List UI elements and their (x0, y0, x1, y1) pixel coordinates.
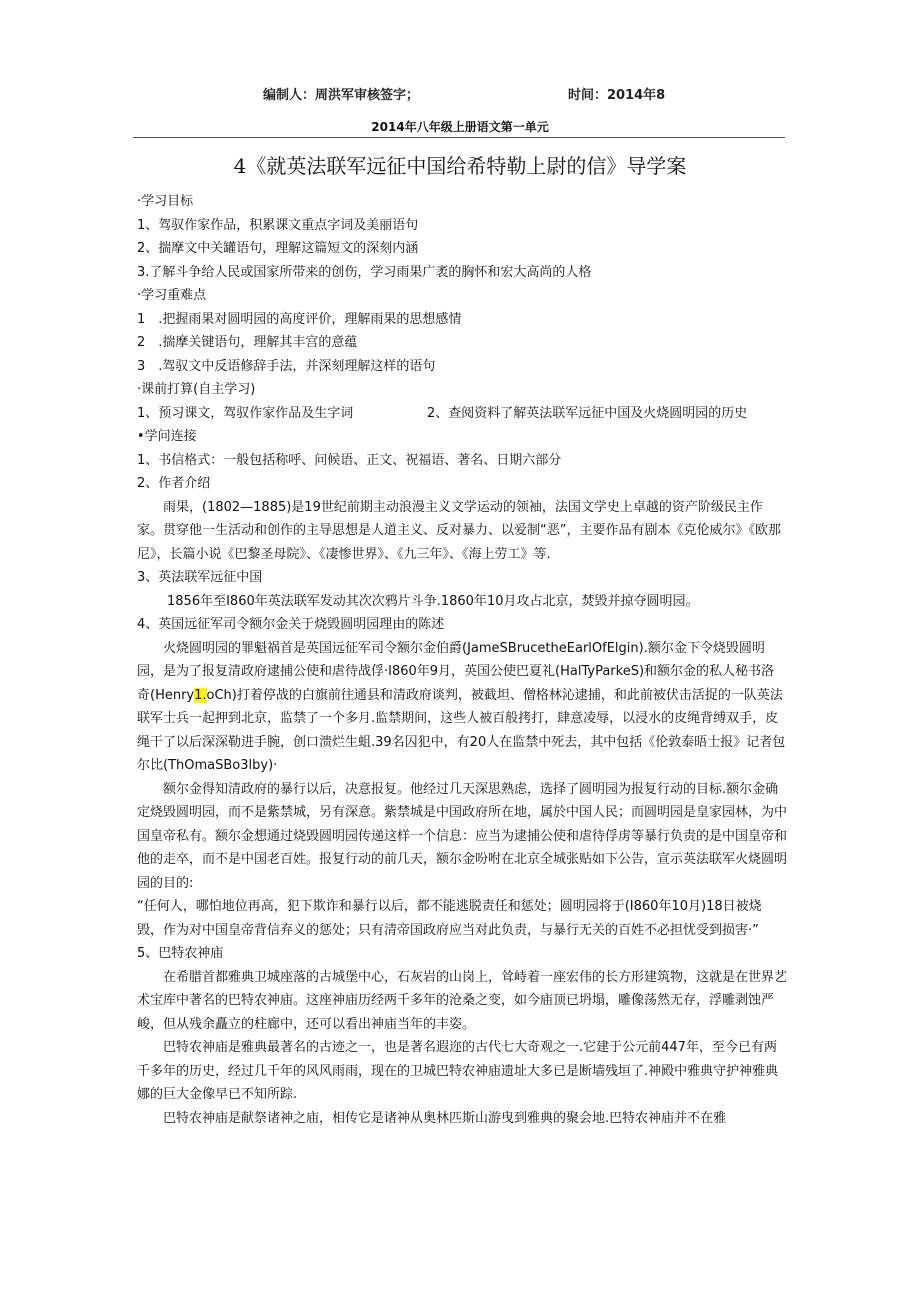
goal-item: 1、驾驭作家作品，积累课文重点字词及美丽语句 (137, 217, 419, 233)
page-title: 4《就英法联军远征中国给希特勒上尉的信》导学案 (233, 154, 687, 178)
preparation-row (137, 402, 787, 426)
header-date: 时间：2014年8 (568, 88, 666, 103)
parthenon-paragraph: 巴特农神庙是雅典最著名的古迹之一，也是著名遐迩的古代七大奇观之一.它建于公元前447年，至今已有两千多年的历史，经过几千年的风风雨雨，现在的卫城巴特农神庙遗址大多已是断墙残垣了.神殿中雅典守护神雅典娜的巨大金像早已不知所踪. (137, 1040, 779, 1102)
key-point-item: 3 .驾驭文中反语修辞手法，并深刻理解这样的语句 (137, 358, 436, 374)
highlighted-text: 1. (194, 687, 207, 703)
knowledge-item: 2、作者介绍 (137, 476, 211, 491)
section-heading-knowledge: •学问连接 (137, 429, 197, 444)
document-body (137, 190, 787, 1130)
parthenon-paragraph: 在希腊首都雅典卫城座落的古城堡中心，石灰岩的山岗上，耸峙着一座宏伟的长方形建筑物，这就是在世界艺术宝库中著名的巴特农神庙。这座神庙历经两千多年的沧桑之变，如今庙顶已坍塌，雕像荡然无存，浮雕剥蚀严峻，但从残余矗立的柱廊中，还可以看出神庙当年的丰姿。 (137, 969, 788, 1032)
elgin-paragraph (137, 637, 787, 778)
goal-item: 3.了解斗争给人民或国家所带来的创伤，学习雨果广袤的胸怀和宏大高尚的人格 (137, 264, 592, 280)
author-paragraph: 雨果，(1802—1885)是19世纪前期主动浪漫主义文学运动的领袖，法国文学史上卓越的资产阶级民主作家。贯穿他一生活动和创作的主导思想是人道主义、反对暴力、以爱制“恶”，主要作品有剧本《克伦威尔》《欧那尼》，长篇小说《巴黎圣母院》、《凄惨世界》、《九三年》、《海上劳工》等. (137, 499, 781, 562)
preparation-item: 2、查阅资料了解英法联军远征中国及火烧圆明园的历史 (427, 405, 748, 421)
preparation-item: 1、预习课文，驾驭作家作品及生字词 (137, 405, 354, 421)
header-divider (133, 137, 785, 138)
document-subtitle: 2014年八年级上册语文第一单元 (371, 120, 549, 134)
knowledge-item: 4、英国远征军司令额尔金关于烧毁圆明园理由的陈述 (137, 617, 445, 632)
section-heading-goals: ·学习目标 (137, 194, 194, 209)
section-heading-key-points: ·学习重难点 (137, 288, 207, 303)
war-paragraph: 1856年至I860年英法联军发动其次次鸦片斗争.1860年10月攻占北京，焚毁并掠夺圆明园。 (167, 593, 699, 609)
goal-item: 2、揣摩文中关罐语句，理解这篇短文的深刻内涵 (137, 241, 419, 256)
elgin-text-part2: oCh)打着停战的白旗前往通县和清政府谈判，被截坦、僧格林沁逮捕，和此前被伏击活捉的一队英法联军士兵一起押到北京，监禁了一个多月.监禁期间，这些人被百般拷打，肆意凌辱，以浸水的皮绳背缚双手，皮绳干了以后深深勒进手腕，创口溃烂生蛆.39名囚犯中，有20人在监禁中死去，其中包括《伦敦泰晤士报》记者包尔比(ThOmaSBo3lby)· (137, 687, 786, 773)
key-point-item: 1 .把握雨果对圆明园的高度评价，理解雨果的思想感情 (137, 311, 462, 327)
knowledge-item: 3、英法联军远征中国 (137, 570, 263, 585)
section-heading-preparation: ·课前打算(自主学习) (137, 382, 256, 397)
knowledge-item: 1、书信格式：一般包括称呼、问候语、正文、祝福语、著名、日期六部分 (137, 452, 562, 468)
notice-quote: “任何人，哪怕地位再高，犯下欺诈和暴行以后，都不能逃脱责任和惩处；圆明园将于(I860年10月)18日被烧毁，作为对中国皇帝背信弃义的惩处；只有清帝国政府应当对此负责，与暴行无关的百姓不必担忧受到损害·” (137, 899, 762, 938)
parthenon-paragraph: 巴特农神庙是献祭诸神之庙，相传它是诸神从奥林匹斯山游曳到雅典的聚会地.巴特农神庙并不在雅 (163, 1110, 727, 1126)
header-editor: 编制人：周洪军审核签字； (263, 88, 420, 103)
key-point-item: 2 .揣摩关键语句，理解其丰宫的意蕴 (137, 335, 358, 350)
knowledge-item: 5、巴特农神庙 (137, 946, 224, 961)
elgin-text-part1: 火烧圆明园的罪魁祸首是英国远征军司令额尔金伯爵(JameSBrucetheEarlOfElgin).额尔金下令烧毁圆明园，是为了报复清政府逮捕公使和虐待战俘·I860年9月，英国公使巴夏礼(HalTyParkeS)和额尔金的私人秘书洛奇(Henry (137, 640, 775, 703)
elgin-decision-paragraph: 额尔金得知清政府的暴行以后，决意报复。他经过几天深思熟虑，选择了圆明园为报复行动的目标.额尔金确定烧毁圆明园，而不是紫禁城，另有深意。紫禁城是中国政府所在地，属於中国人民；而圆明园是皇家园林，为中国皇帝私有。额尔金想通过烧毁圆明园传递这样一个信息：应当为逮捕公使和虐待俘虏等暴行负责的是中国皇帝和他的走卒，而不是中国老百姓。报复行动的前几天，额尔金吩咐在北京全城张贴如下公告，宣示英法联军火烧圆明园的目的: (137, 781, 788, 891)
